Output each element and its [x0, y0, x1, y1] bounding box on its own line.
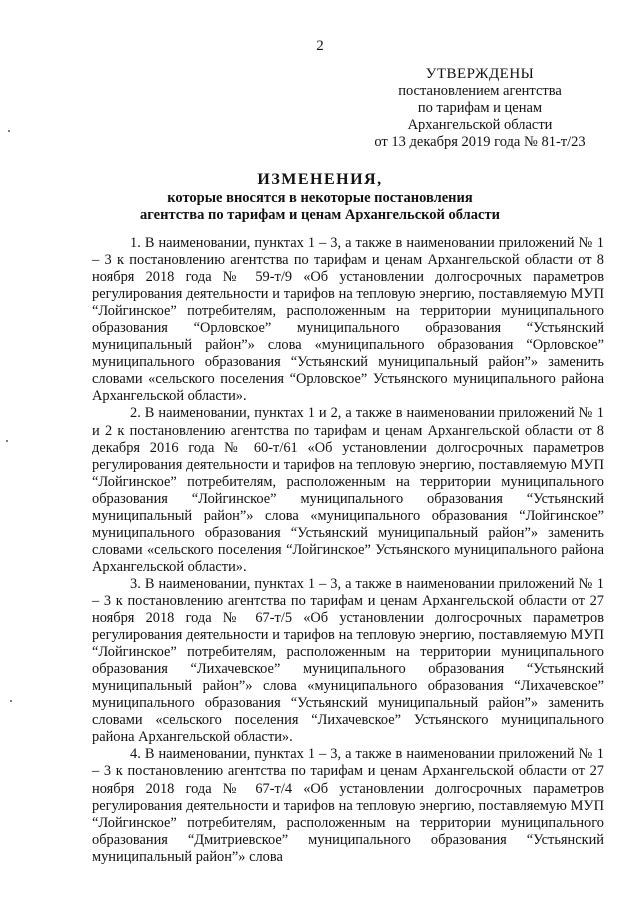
page-number: 2 [316, 38, 324, 54]
approval-stamp [350, 66, 610, 151]
scan-speck [6, 440, 8, 442]
approval-line-4: от 13 декабря 2019 года № 81-т/23 [374, 134, 586, 150]
document-body [92, 235, 604, 866]
title-main: ИЗМЕНЕНИЯ, [257, 171, 383, 188]
paragraph-4: 4. В наименовании, пунктах 1 – 3, а также в наименовании приложений № 1 – 3 к постановлению агентства по тарифам и ценам Архангельской области от 27 ноября 2018 года № 67-т/4 «Об установлении долгосрочных параметров регулирования деятельности и тарифов на тепловую энергию, поставляемую МУП “Лойгинское” потребителям, расположенным на территории муниципального образования “Дмитриевское” муниципального образования “Устьянский муниципальный район”» слова [92, 746, 604, 865]
paragraph-1: 1. В наименовании, пунктах 1 – 3, а также в наименовании приложений № 1 – 3 к постановлению агентства по тарифам и ценам Архангельской области от 8 ноября 2018 года № 59-т/9 «Об установлении долгосрочных параметров регулирования деятельности и тарифов на тепловую энергию, поставляемую МУП “Лойгинское” потребителям, расположенным на территории муниципального образования “Орловское” муниципального образования “Устьянский муниципальный район”» слова «муниципального образования “Орловское” муниципального образования “Устьянский муниципальный район”» заменить словами «сельского поселения “Орловское” Устьянского муниципального района Архангельской области». [92, 235, 604, 405]
title-subtitle-line-2: агентства по тарифам и ценам Архангельской области [140, 207, 500, 223]
scan-speck [8, 130, 10, 132]
approval-heading: УТВЕРЖДЕНЫ [425, 66, 535, 82]
approval-line-3: Архангельской области [407, 117, 553, 133]
document-title [90, 170, 550, 224]
approval-line-2: по тарифам и ценам [417, 100, 543, 116]
approval-line-1: постановлением агентства [398, 83, 562, 99]
paragraph-2: 2. В наименовании, пунктах 1 и 2, а также в наименовании приложений № 1 и 2 к постановлению агентства по тарифам и ценам Архангельской области от 8 декабря 2016 года № 60-т/61 «Об установлении долгосрочных параметров регулирования деятельности и тарифов на тепловую энергию, поставляемую МУП “Лойгинское” потребителям, расположенным на территории муниципального образования “Лойгинское” муниципального образования “Устьянский муниципальный район”» слова «муниципального образования “Лойгинское” муниципального образования “Устьянский муниципальный район”» заменить словами «сельского поселения “Лойгинское” Устьянского муниципального района Архангельской области». [92, 405, 604, 575]
title-subtitle-line-1: которые вносятся в некоторые постановления [167, 190, 473, 206]
scan-speck [10, 700, 12, 702]
paragraph-3: 3. В наименовании, пунктах 1 – 3, а также в наименовании приложений № 1 – 3 к постановлению агентства по тарифам и ценам Архангельской области от 27 ноября 2018 года № 67-т/5 «Об установлении долгосрочных параметров регулирования деятельности и тарифов на тепловую энергию, поставляемую МУП “Лойгинское” потребителям, расположенным на территории муниципального образования “Лихачевское” муниципального образования “Устьянский муниципальный район”» слова «муниципального образования “Лихачевское” муниципального образования “Устьянский муниципальный район”» заменить словами «сельского поселения “Лихачевское” Устьянского муниципального района Архангельской области». [92, 575, 604, 746]
